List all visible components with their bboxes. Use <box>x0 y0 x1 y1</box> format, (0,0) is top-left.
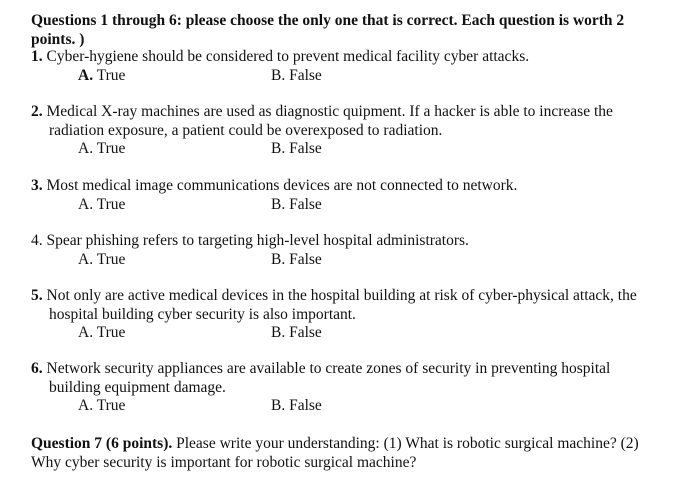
question-text-continued: hospital building cyber security is also important. <box>49 305 356 323</box>
question-text: Medical X-ray machines are used as diagnostic quipment. If a hacker is able to increase the <box>46 103 613 120</box>
question-text: Not only are active medical devices in the hospital building at risk of cyber-physical attack, the <box>46 287 637 304</box>
question-7-text: Please write your understanding: (1) What is robotic surgical machine? (2) <box>176 435 639 452</box>
question-text: Spear phishing refers to targeting high-level hospital administrators. <box>46 232 469 249</box>
question-number: 3. <box>31 177 43 194</box>
question-number: 5. <box>31 287 43 304</box>
question-6 <box>31 360 671 416</box>
question-3 <box>31 177 671 214</box>
question-7-text-continued: Why cyber security is important for robotic surgical machine? <box>31 453 417 471</box>
question-7-title: Question 7 (6 points). <box>31 435 173 452</box>
option-b[interactable]: B. False <box>271 250 322 268</box>
question-text: Cyber-hygiene should be considered to prevent medical facility cyber attacks. <box>46 48 530 65</box>
answer-options <box>31 196 671 215</box>
instructions-line-2: points. ) <box>31 30 85 48</box>
option-a[interactable]: A. True <box>78 324 126 341</box>
question-number: 4. <box>31 232 43 249</box>
option-a[interactable]: A. True <box>78 195 126 213</box>
question-text: Most medical image communications devices are not connected to network. <box>46 177 518 194</box>
question-text-continued: building equipment damage. <box>49 378 226 396</box>
option-b[interactable]: B. False <box>271 140 322 157</box>
question-2 <box>31 103 671 159</box>
question-7 <box>31 435 671 472</box>
question-number: 6. <box>31 360 43 377</box>
question-text-continued: radiation exposure, a patient could be overexposed to radiation. <box>49 121 443 139</box>
instructions-header <box>31 12 671 49</box>
instructions-line-1: Questions 1 through 6: please choose the only one that is correct. Each question is worth 2 <box>31 12 625 29</box>
option-b[interactable]: B. False <box>271 397 322 414</box>
question-1 <box>31 48 671 85</box>
option-a[interactable]: A. True <box>78 397 126 414</box>
option-b[interactable]: B. False <box>271 195 322 213</box>
option-b[interactable]: B. False <box>271 324 322 341</box>
question-4 <box>31 232 671 269</box>
answer-options <box>31 324 671 343</box>
option-a[interactable]: A. True <box>78 140 126 157</box>
option-a[interactable]: A. True <box>78 250 126 268</box>
option-a[interactable]: A. True <box>78 66 126 84</box>
question-number: 2. <box>31 103 43 120</box>
option-b[interactable]: B. False <box>271 66 322 84</box>
answer-options <box>31 140 671 159</box>
answer-options <box>31 397 671 416</box>
answer-options <box>31 67 671 86</box>
question-number: 1. <box>31 48 43 65</box>
answer-options <box>31 251 671 270</box>
question-5 <box>31 287 671 343</box>
question-text: Network security appliances are available to create zones of security in preventing hospital <box>46 360 611 377</box>
